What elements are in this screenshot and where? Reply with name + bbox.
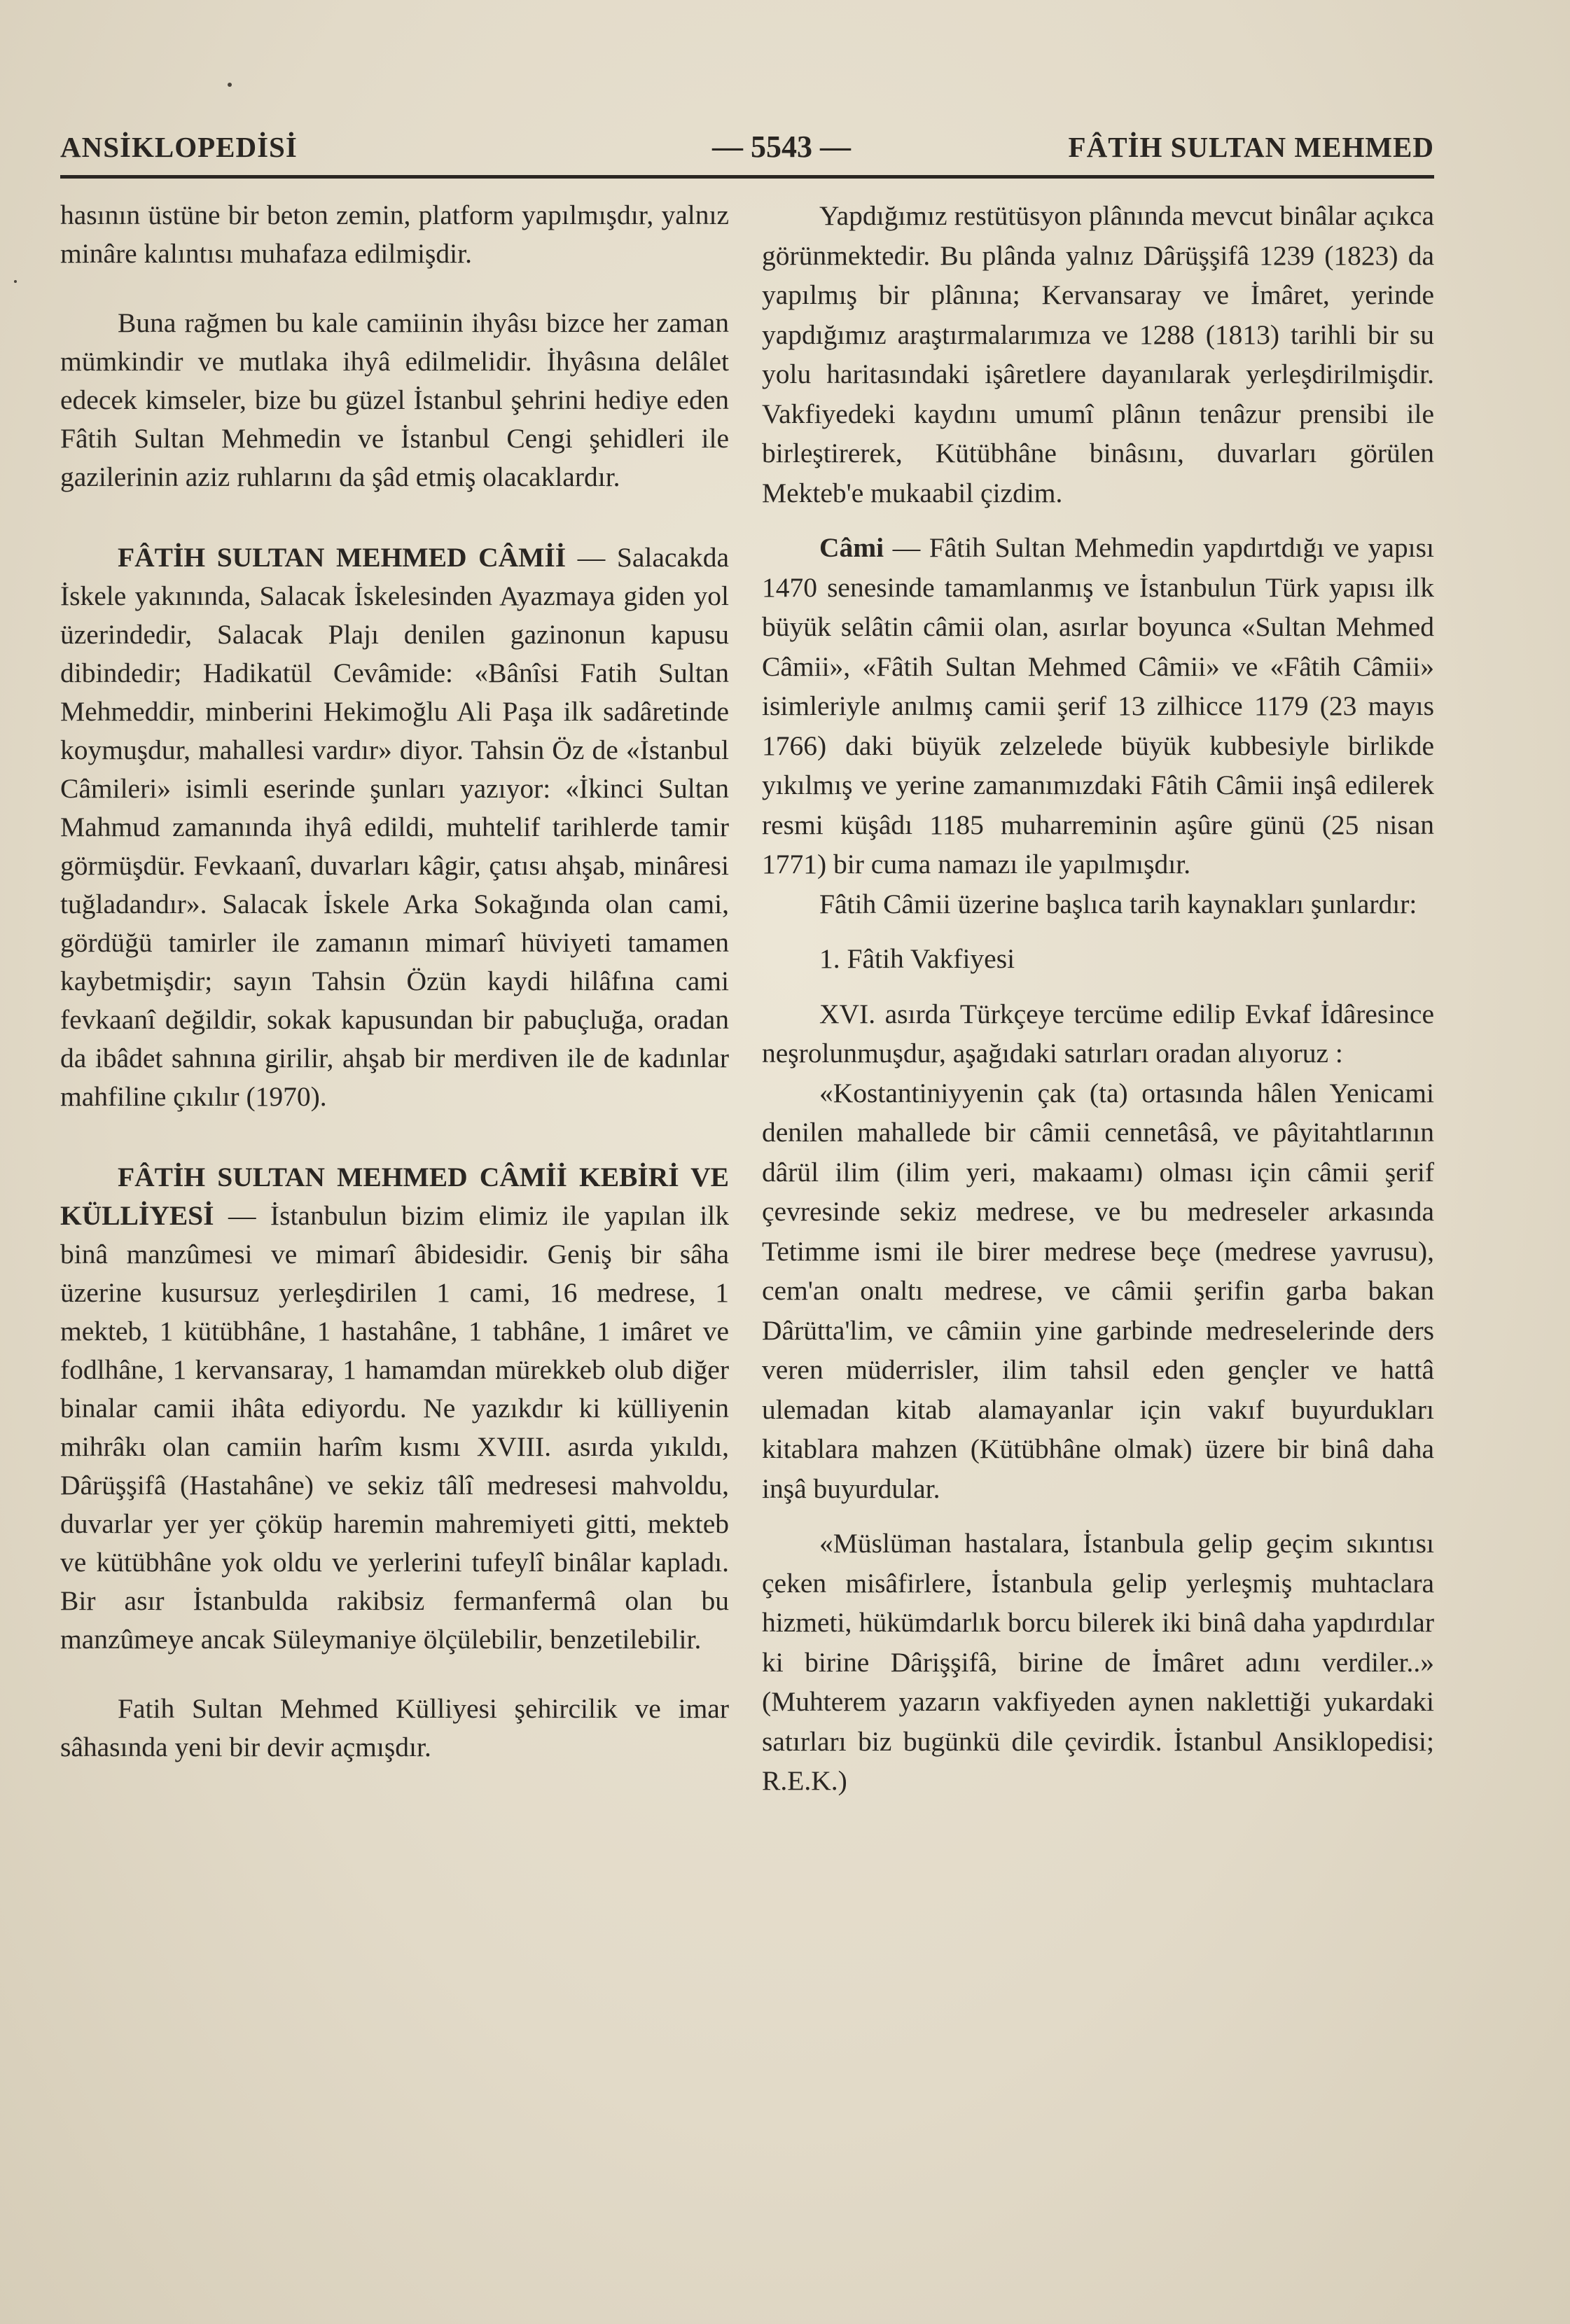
header-entry-title: FÂTİH SULTAN MEHMED — [1068, 131, 1434, 163]
print-speck — [14, 280, 17, 283]
entry-body: — İstanbulun bizim elimiz ile yapılan ilk binâ manzûmesi ve mimarî âbidesidir. Geniş bir sâha üzerine kusursuz yerleşdirilen 1 cami, 16 medrese, 1 mekteb, 1 kütübhâne, 1 hastahâne, 1 tabhâne, 1 imâret ve fodlhâne, 1 kervansaray, 1 hamamdan mürekkeb olub diğer binalar camii ihâta ediyordu. Ne yazıkdır ki külliyenin mihrâkı olan camiin harîm kısmı XVIII. asırda yıkıldı, Dârüşşifâ (Hastahâne) ve sekiz tâlî medresesi mahvoldu, duvarlar yer yer çöküp haremin mahremiyeti gitti, mekteb ve kütübhâne yok oldu ve yerlerini tufeylî binâlar kapladı. Bir asır İstanbulda rakibsiz fermanfermâ olan bu manzûmeye ancak Süleymaniye ölçülebilir, benzetilebilir. — [60, 1200, 729, 1655]
quote-paragraph: «Müslüman hastalara, İstanbula gelip geçim sıkıntısı çeken misâfirlere, İstanbula gelip yerleşmiş muhtaclara hizmeti, hükümdarlık borcu bilerek iki binâ daha yapdırdılar ki birine Dârişşifâ, birine de İmâret adını verdiler..» (Muhterem yazarın vakfiyeden aynen naklettiği yukardaki satırları biz bugünkü dile çevirdik. İstanbul Ansiklopedisi; R.E.K.) — [762, 1528, 1434, 1796]
paragraph: Fatih Sultan Mehmed Külliyesi şehircilik ve imar sâhasında yeni bir devir açmışdır. — [60, 1693, 729, 1762]
entry-heading: FÂTİH SULTAN MEHMED CÂMİİ KEBİRİ VE KÜLLİYESİ — [60, 1162, 729, 1231]
left-column — [60, 196, 729, 1767]
section-body: — Fâtih Sultan Mehmedin yapdırtdığı ve yapısı 1470 senesinde tamamlanmış ve İstanbulun Türk yapısı ilk büyük selâtin câmii olan, asırlar boyunca «Sultan Mehmed Câmii», «Fâtih Sultan Mehmed Câmii» ve «Fâtih Câmii» isimleriyle anılmış camii şerif 13 zilhicce 1179 (23 mayıs 1766) daki büyük zelzelede büyük kubbesiyle birlikde yıkılmış ve yerine zamanımızdaki Fâtih Câmii inşâ edilerek resmi küşâdı 1185 muharreminin aşûre günü (25 nisan 1771) bir cuma namazı ile yapılmışdır. — [762, 532, 1434, 879]
paragraph: XVI. asırda Türkçeye tercüme edilip Evkaf İdâresince neşrolunmuşdur, aşağıdaki satırları oradan alıyoruz : — [762, 998, 1434, 1069]
entry-heading: FÂTİH SULTAN MEHMED CÂMİİ — [118, 542, 567, 573]
paragraph: hasının üstüne bir beton zemin, platform yapılmışdır, yalnız minâre kalıntısı muhafaza edilmişdir. — [60, 200, 729, 269]
print-speck — [228, 83, 232, 87]
entry-fatih-kulliyesi — [60, 1158, 729, 1659]
list-item: 1. Fâtih Vakfiyesi — [819, 943, 1015, 974]
entry-body: — Salacakda İskele yakınında, Salacak İskelesinden Ayazmaya giden yol üzerindedir, Salacak Plajı denilen gazinonun kapusu dibindedir; Hadikatül Cevâmide: «Bânîsi Fatih Sultan Mehmeddir, minberini Hekimoğlu Ali Paşa ilk sadâretinde koymuşdur, mahallesi vardır» diyor. Tahsin Öz de «İstanbul Câmileri» isimli eserinde şunları yazıyor: «İkinci Sultan Mahmud zamanında ihyâ edildi, muhtelif tarihlerde tamir görmüşdür. Fevkaanî, duvarları kâgir, çatısı ahşab, minâresi tuğladandır». Salacak İskele Arka Sokağında olan cami, gördüğü tamirler ile zamanın mimarî hüviyeti tamamen kaybetmişdir; sayın Tahsin Özün kaydi hilâfına cami fevkaanî değildir, sokak kapusundan bir pabuçluğa, oradan da ibâdet sahnına girilir, ahşab bir merdiven ile de kadınlar mahfiline çıkılır (1970). — [60, 542, 730, 1112]
paragraph: Fâtih Câmii üzerine başlıca tarih kaynakları şunlardır: — [819, 888, 1417, 919]
section-label: Câmi — [819, 532, 884, 563]
page-number: — 5543 — — [712, 130, 851, 164]
paragraph: Yapdığımız restütüsyon plânında mevcut binâlar açıkca görünmektedir. Bu plânda yalnız Dârüşşifâ 1239 (1823) da yapılmış bir plânına; Kervansaray ve İmâret, yerinde yapdığımız araştırmalarımıza ve 1288 (1813) tarihli bir su yolu haritasındaki işâretlere dayanılarak yerleşdirilmişdir. Vakfiyedeki kaydını umumî plânın tenâzur prensibi ile birleştirerek, Kütübhâne binâsını, duvarları görülen Mekteb'e mukaabil çizdim. — [762, 200, 1434, 508]
entry-fatih-camii — [60, 538, 729, 1116]
right-column — [762, 196, 1434, 1801]
cami-section — [762, 528, 1434, 884]
header-encyclopedia-title: ANSİKLOPEDİSİ — [60, 131, 298, 163]
page-header — [60, 123, 1434, 172]
paragraph: Buna rağmen bu kale camiinin ihyâsı bizce her zaman mümkindir ve mutlaka ihyâ edilmelidir. İhyâsına delâlet edecek kimseler, bize bu güzel İstanbul şehrini hediye eden Fâtih Sultan Mehmedin ve İstanbul Cengi şehidleri ile gazilerinin aziz ruhlarını da şâd etmiş olacaklardır. — [60, 307, 729, 492]
quote-paragraph: «Kostantiniyyenin çak (ta) ortasında hâlen Yenicami denilen mahallede bir câmii cennetâsâ, ve pâyitahtlarının dârül ilim (ilim yeri, makaamı) olması için câmii şerif çevresinde sekiz medrese, ve bu medreseler arkasında Tetimme ismi ile birer medrese beçe (medrese yavrusu), cem'an onaltı medrese, ve câmii şerifin garba bakan Dârütta'lim, ve câmiin yine garbinde medreselerinde ders veren müderrisler, ilim tahsil eden gençler ve hattâ ulemadan kitab alamayanlar için vakıf buyurdukları kitablara mahzen (Kütübhâne olmak) üzere bir binâ daha inşâ buyurdular. — [762, 1077, 1434, 1504]
header-rule — [60, 175, 1434, 179]
